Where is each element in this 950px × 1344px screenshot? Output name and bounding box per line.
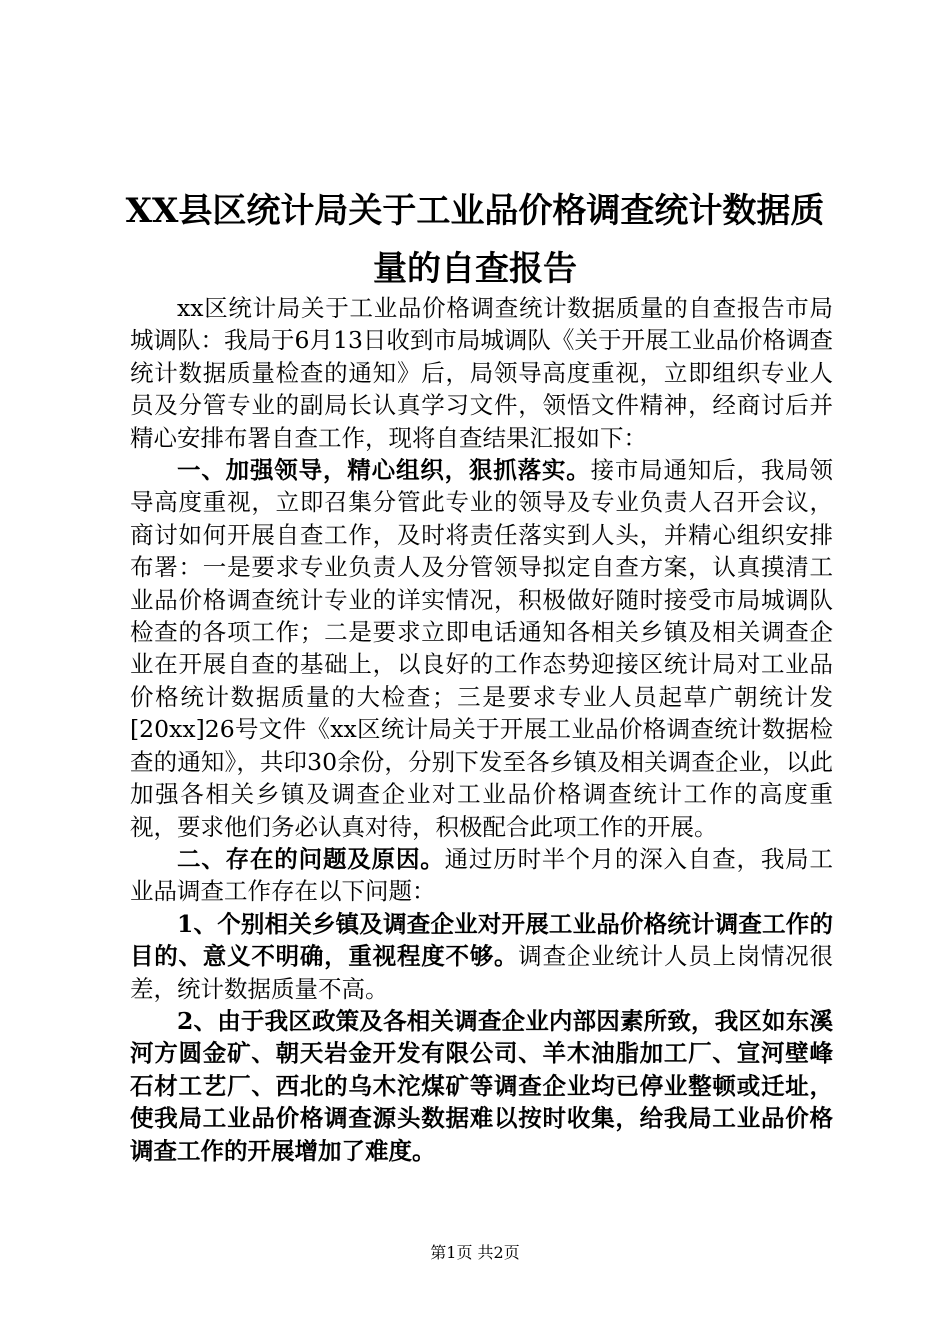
paragraph-lead: 1、个别相关乡镇及调查企业对开展工业品价格统计调查工作的目的、意义不明确，重视程度不够。 <box>130 909 833 971</box>
paragraph-text: xx区统计局关于工业品价格调查统计数据质量的自查报告市局城调队：我局于6月13日收到市局城调队《关于开展工业品价格调查统计数据质量检查的通知》后，局领导高度重视，立即组织专业人员及分管专业的副局长认真学习文件，领悟文件精神，经商讨后并精心安排布署自查工作，现将自查结果汇报如下： <box>130 294 833 452</box>
paragraph-text: 接市局通知后，我局领导高度重视，立即召集分管此专业的领导及专业负责人召开会议，商讨如何开展自查工作，及时将责任落实到人头，并精心组织安排布署：一是要求专业负责人及分管领导拟定自查方案，认真摸清工业品价格调查统计专业的详实情况，积极做好随时接受市局城调队检查的各项工作；二是要求立即电话通知各相关乡镇及相关调查企业在开展自查的基础上，以良好的工作态势迎接区统计局对工业品价格统计数据质量的大检查；三是要求专业人员起草广朝统计发[20xx]26号文件《xx区统计局关于开展工业品价格调查统计数据检查的通知》，共印30余份，分别下发至各乡镇及相关调查企业，以此加强各相关乡镇及调查企业对工业品价格调查统计工作的高度重视，要求他们务必认真对待，积极配合此项工作的开展。 <box>130 456 834 841</box>
paragraph-text: 调查企业统计人员上岗情况很差，统计数据质量不高。 <box>130 942 834 1003</box>
paragraph-lead: 二、存在的问题及原因。 <box>177 844 445 873</box>
document-body <box>130 292 833 1167</box>
paragraph-lead: 一、加强领导，精心组织，狠抓落实。 <box>177 456 591 485</box>
paragraph-section-1 <box>130 454 833 843</box>
paragraph-item-1 <box>130 908 833 1005</box>
document-title: XX县区统计局关于工业品价格调查统计数据质量的自查报告 <box>125 191 825 289</box>
page-indicator: 第1页 共2页 <box>430 1243 520 1262</box>
paragraph-intro <box>130 292 833 454</box>
paragraph-item-2 <box>130 1005 833 1167</box>
paragraph-section-2 <box>130 843 833 908</box>
paragraph-text: 通过历时半个月的深入自查，我局工业品调查工作存在以下问题： <box>130 844 834 906</box>
paragraph-lead: 2、由于我区政策及各相关调查企业内部因素所致，我区如东溪河方圆金矿、朝天岩金开发有限公司、羊木油脂加工厂、宣河壁峰石材工艺厂、西北的乌木沱煤矿等调查企业均已停业整顿或迁址，使我局工业品价格调查源头数据难以按时收集，给我局工业品价格调查工作的开展增加了难度。 <box>130 1006 833 1165</box>
